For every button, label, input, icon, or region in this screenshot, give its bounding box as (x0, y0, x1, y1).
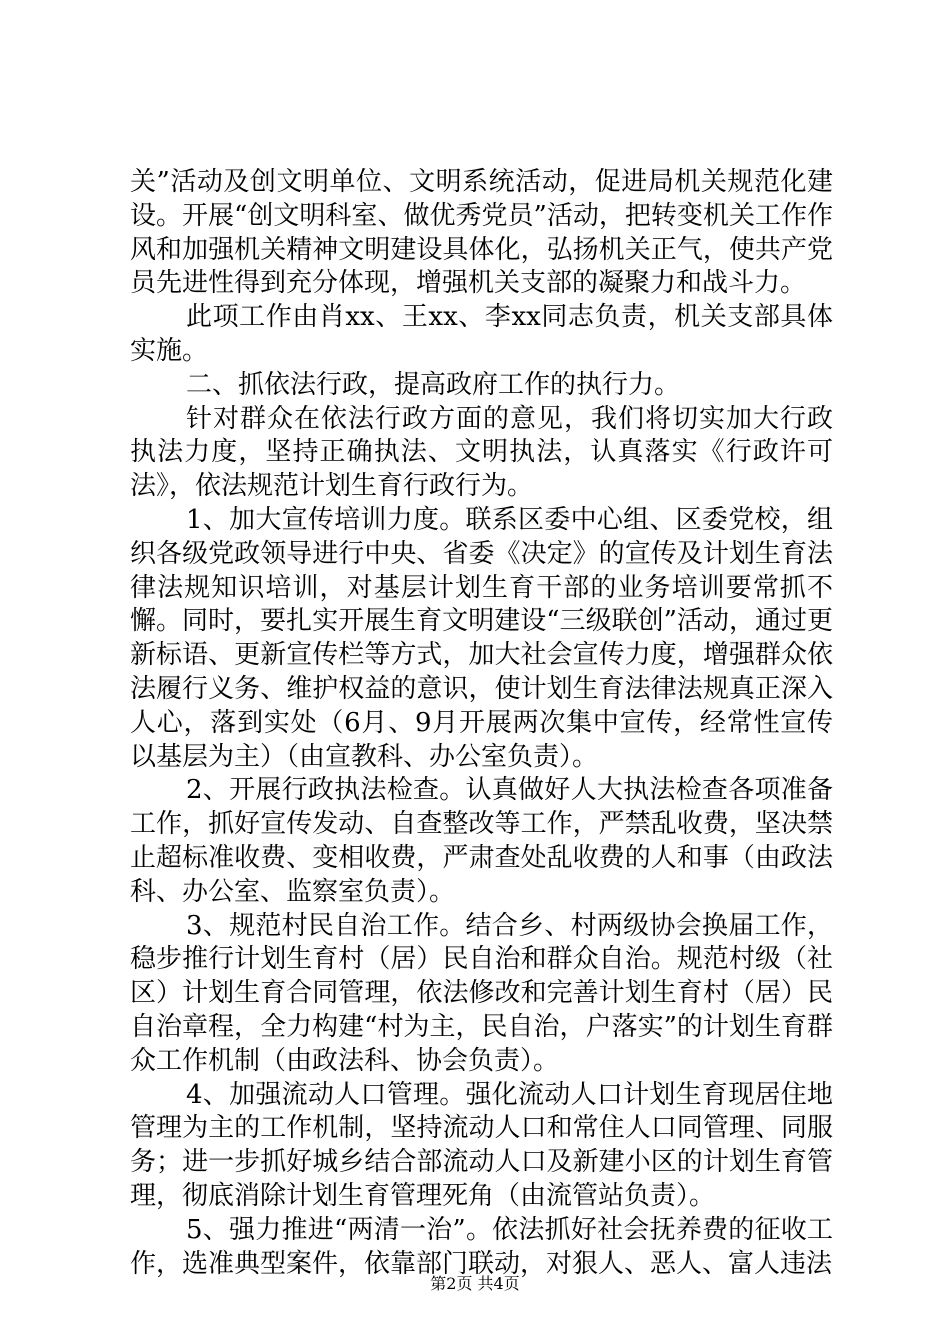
list-item-5: 5、强力推进“两清一治”。依法抓好社会抚养费的征收工作，选准典型案件，依靠部门联动，对狠人、恶人、富人违法 (130, 1214, 833, 1279)
list-item-3: 3、规范村民自治工作。结合乡、村两级协会换届工作，稳步推行计划生育村（居）民自治和群众自治。规范村级（社区）计划生育合同管理，依法修改和完善计划生育村（居）民自治章程，全力构建“村为主，民自治，户落实”的计划生育群众工作机制（由政法科、协会负责）。 (130, 910, 833, 1076)
page-number-footer: 第2页 共4页 (430, 1274, 520, 1293)
paragraph-responsibility: 此项工作由肖xx、王xx、李xx同志负责，机关支部具体实施。 (130, 302, 833, 366)
list-item-1: 1、加大宣传培训力度。联系区委中心组、区委党校，组织各级党政领导进行中央、省委《决定》的宣传及计划生育法律法规知识培训，对基层计划生育干部的业务培训要常抓不懈。同时，要扎实开展生育文明建设“三级联创”活动，通过更新标语、更新宣传栏等方式，加大社会宣传力度，增强群众依法履行义务、维护权益的意识，使计划生育法律法规真正深入人心，落到实处（6月、9月开展两次集中宣传，经常性宣传以基层为主）（由宣教科、办公室负责）。 (130, 504, 833, 772)
document-body (130, 166, 833, 1281)
paragraph-continued: 关”活动及创文明单位、文明系统活动，促进局机关规范化建设。开展“创文明科室、做优秀党员”活动，把转变机关工作作风和加强机关精神文明建设具体化，弘扬机关正气，使共产党员先进性得到充分体现，增强机关支部的凝聚力和战斗力。 (130, 167, 833, 299)
list-item-4: 4、加强流动人口管理。强化流动人口计划生育现居住地管理为主的工作机制，坚持流动人口和常住人口同管理、同服务；进一步抓好城乡结合部流动人口及新建小区的计划生育管理，彻底消除计划生育管理死角（由流管站负责）。 (130, 1079, 833, 1211)
paragraph-intro: 针对群众在依法行政方面的意见，我们将切实加大行政执法力度，坚持正确执法、文明执法，认真落实《行政许可法》，依法规范计划生育行政行为。 (130, 403, 833, 502)
section-heading-2: 二、抓依法行政，提高政府工作的执行力。 (186, 369, 681, 400)
list-item-2: 2、开展行政执法检查。认真做好人大执法检查各项准备工作，抓好宣传发动、自查整改等工作，严禁乱收费，坚决禁止超标准收费、变相收费，严肃查处乱收费的人和事（由政法科、办公室、监察室负责）。 (130, 775, 833, 907)
